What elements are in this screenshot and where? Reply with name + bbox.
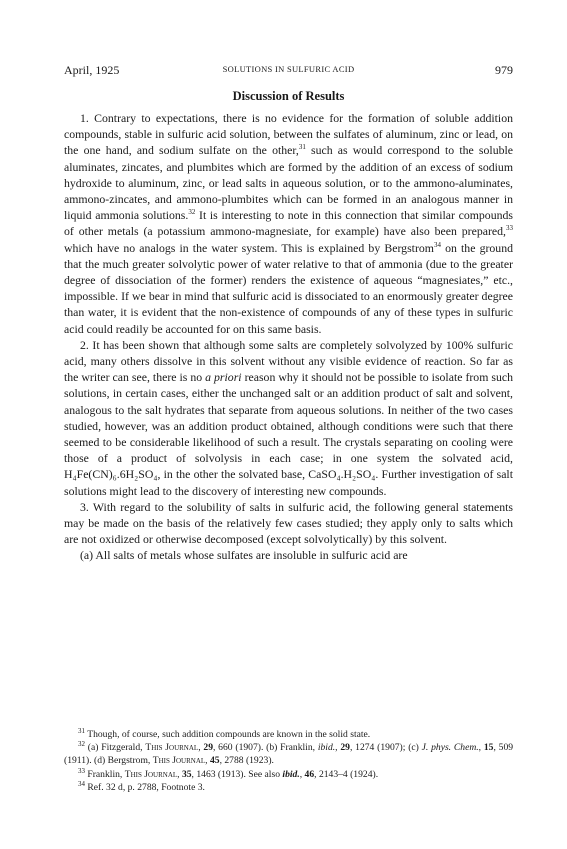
p1-text-b: such as would correspond to the soluble aluminates, zincates, and plumbites which are formed by the addition of an excess of sodium hydroxide to aluminum, zinc, or lead salts in aqueous solution, or to the ammono-aluminates, ammono-zincates, and ammono-plumbites which can be formed in an analogous manner in liquid ammonia solutions.: [64, 143, 514, 223]
fn32-text-c: , 660 (1907). (b) Franklin,: [212, 742, 318, 754]
fn32-text-i: , 2788 (1923).: [219, 755, 274, 767]
footnote-number: 32: [78, 740, 85, 749]
footnote-34: [64, 781, 513, 794]
volume-number: 29: [340, 742, 350, 754]
journal-name: This Journal: [152, 755, 206, 767]
volume-number: 46: [304, 768, 315, 780]
p2-text-c: , in the other the solvated base,: [157, 467, 309, 482]
fn32-text-f: ,: [478, 742, 484, 754]
volume-number: 45: [209, 755, 220, 767]
footnote-number: 34: [78, 779, 85, 788]
ibid-ref: ibid.: [317, 742, 336, 754]
footnote-text: Ref. 32 d, p. 2788, Footnote 3.: [85, 781, 205, 793]
fn32-text-h: ,: [205, 755, 210, 767]
fn32-text-g: , 509 (1911). (d) Bergstrom,: [64, 742, 514, 767]
footnote-33: [64, 768, 513, 781]
journal-name: This Journal: [124, 768, 178, 780]
paragraph-1: [64, 110, 513, 337]
section-heading: Discussion of Results: [232, 89, 345, 103]
fn33-text-a: Franklin,: [85, 768, 125, 780]
paragraph-4: (a) All salts of metals whose sulfates are insoluble in sulfuric acid are: [80, 548, 408, 563]
formula-solvated-base: CaSO₄.H₂SO₄: [308, 467, 376, 482]
formula-solvated-acid: H₄Fe(CN)₆.6H₂SO₄: [64, 467, 158, 482]
p2-text-b: reason why it should not be possible to isolate from such solutions, in certain cases, either the unchanged salt or an addition product of salt and solvent, analogous to the salt hydrates that separate from aqueous solutions. In neither of the two cases studied, however, was an addition product obtained, although conditions were such that there seemed to be considerable likelihood of such a result. The crystals separating on cooling were those of a product of solvolysis in each case; in one system the solvated acid,: [64, 370, 513, 466]
paragraph-3: 3. With regard to the solubility of salts in sulfuric acid, the following general statements may be made on the basis of the relatively few cases studied; they apply only to salts which are not oxidized or otherwise decomposed (except solvolytically) by this solvent.: [64, 499, 513, 547]
article-body: [64, 110, 513, 564]
p1-text-e: on the ground that the much greater solvolytic power of water relative to that of ammonia (due to the greater degree of dissociation of the former) renders the existence of aqueous “magnesiates,” etc., impossible. If we bear in mind that sulfuric acid is dissociated to an enormously greater degree than water, it is evident that the non-existence of compounds of any of these types in sulfuric acid could readily be accounted for on this same basis.: [64, 240, 513, 336]
footnote-number: 31: [78, 726, 85, 735]
p1-text-c: It is interesting to note in this connection that similar compounds of other metals (a potassium ammono-magnesiate, for example) have also been prepared,: [64, 208, 513, 239]
p2-italic-a-priori: a priori: [205, 370, 242, 385]
fn32-text-d: ,: [335, 742, 341, 754]
volume-number: 15: [483, 742, 494, 754]
volume-number: 35: [181, 768, 192, 780]
footnotes: [64, 728, 513, 794]
p2-text-a: 2. It has been shown that although some salts are completely solvolyzed by 100% sulfuric acid, many others dissolve in this solvent without any visible evidence of reaction. So far as the writer can see, there is no: [64, 337, 513, 385]
fn32-text-a: (a) Fitzgerald,: [85, 742, 146, 754]
p1-text-a: 1. Contrary to expectations, there is no evidence for the formation of soluble addition compounds, stable in sulfuric acid solution, between the sulfates of aluminum, zinc or lead, on the one hand, and sodium sulfate on the other,: [64, 111, 513, 158]
volume-number: 29: [203, 742, 213, 754]
footnote-ref-31: 31: [298, 143, 306, 152]
paragraph-2: [64, 337, 513, 499]
footnote-32: [64, 741, 513, 767]
footnote-text: Though, of course, such addition compounds are known in the solid state.: [85, 729, 371, 740]
footnote-ref-33: 33: [506, 224, 513, 233]
fn33-text-c: , 1463 (1913). See also: [191, 768, 283, 780]
p2-text-d: . Further investigation of salt solutions might lead to the discovery of interesting new compounds.: [64, 467, 513, 498]
footnote-ref-34: 34: [433, 240, 441, 249]
footnote-ref-32: 32: [188, 208, 196, 217]
issue-date: April, 1925: [64, 63, 120, 77]
page-header: [64, 63, 513, 81]
fn33-text-d: ,: [299, 768, 305, 780]
fn33-text-e: , 2143–4 (1924).: [314, 768, 379, 780]
fn32-text-b: ,: [198, 742, 204, 754]
footnote-31: [64, 728, 513, 741]
fn32-text-e: , 1274 (1907); (c): [349, 742, 422, 754]
journal-name: J. phys. Chem.: [421, 742, 479, 754]
running-title: SOLUTIONS IN SULFURIC ACID: [222, 64, 355, 74]
fn33-text-b: ,: [177, 768, 182, 780]
footnote-number: 33: [78, 766, 85, 775]
journal-name: This Journal: [145, 742, 199, 754]
page-number: 979: [495, 63, 513, 77]
p1-text-d: which have no analogs in the water system. This is explained by Bergstrom: [64, 240, 434, 255]
ibid-ref: ibid.: [282, 768, 300, 780]
